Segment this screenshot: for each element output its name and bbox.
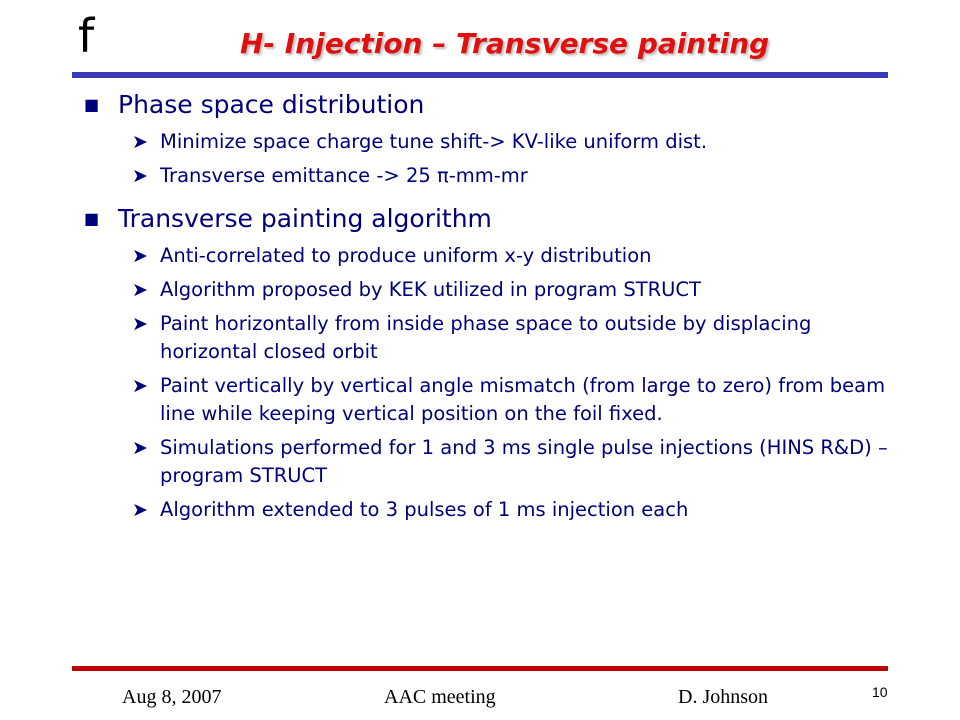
footer-author: D. Johnson [678, 686, 769, 708]
page-number: 10 [872, 684, 888, 700]
slide-body [84, 88, 904, 524]
footer-date: Aug 8, 2007 [122, 686, 222, 708]
bullet-text: Algorithm extended to 3 pulses of 1 ms injection each [160, 498, 689, 521]
bullet-text: Minimize space charge tune shift-> KV-like uniform dist. [160, 130, 708, 153]
footer-divider [72, 666, 888, 671]
bullet-text: Paint horizontally from inside phase space to outside by displacing horizontal closed orbit [160, 312, 812, 363]
bullet-item [132, 128, 904, 156]
bullet-item [132, 276, 904, 304]
section-heading [84, 202, 904, 236]
arrowhead-bullet-icon: ➤ [132, 375, 148, 397]
fermilab-logo: f [78, 9, 95, 63]
arrowhead-bullet-icon: ➤ [132, 499, 148, 521]
bullet-item [132, 496, 904, 524]
square-bullet-icon: ■ [84, 95, 100, 114]
bullet-item [132, 242, 904, 270]
footer-event: AAC meeting [384, 686, 496, 708]
bullet-text: Transverse emittance -> 25 π-mm-mr [160, 164, 528, 187]
bullet-item [132, 162, 904, 190]
bullet-text: Algorithm proposed by KEK utilized in program STRUCT [160, 278, 701, 301]
square-bullet-icon: ■ [84, 209, 100, 228]
title-divider [72, 72, 888, 78]
bullet-text: Anti-correlated to produce uniform x-y distribution [160, 244, 652, 267]
bullet-item [132, 310, 904, 366]
arrowhead-bullet-icon: ➤ [132, 131, 148, 153]
section-heading [84, 88, 904, 122]
arrowhead-bullet-icon: ➤ [132, 279, 148, 301]
section-heading-text: Phase space distribution [118, 90, 425, 119]
bullet-text: Simulations performed for 1 and 3 ms single pulse injections (HINS R&D) – program STRUCT [160, 436, 888, 487]
arrowhead-bullet-icon: ➤ [132, 245, 148, 267]
bullet-text: Paint vertically by vertical angle mismatch (from large to zero) from beam line while keeping vertical position on the foil fixed. [160, 374, 886, 425]
arrowhead-bullet-icon: ➤ [132, 165, 148, 187]
arrowhead-bullet-icon: ➤ [132, 437, 148, 459]
bullet-item [132, 434, 904, 490]
bullet-item [132, 372, 904, 428]
slide-title: H- Injection – Transverse painting [240, 27, 770, 60]
arrowhead-bullet-icon: ➤ [132, 313, 148, 335]
section-heading-text: Transverse painting algorithm [118, 204, 492, 233]
